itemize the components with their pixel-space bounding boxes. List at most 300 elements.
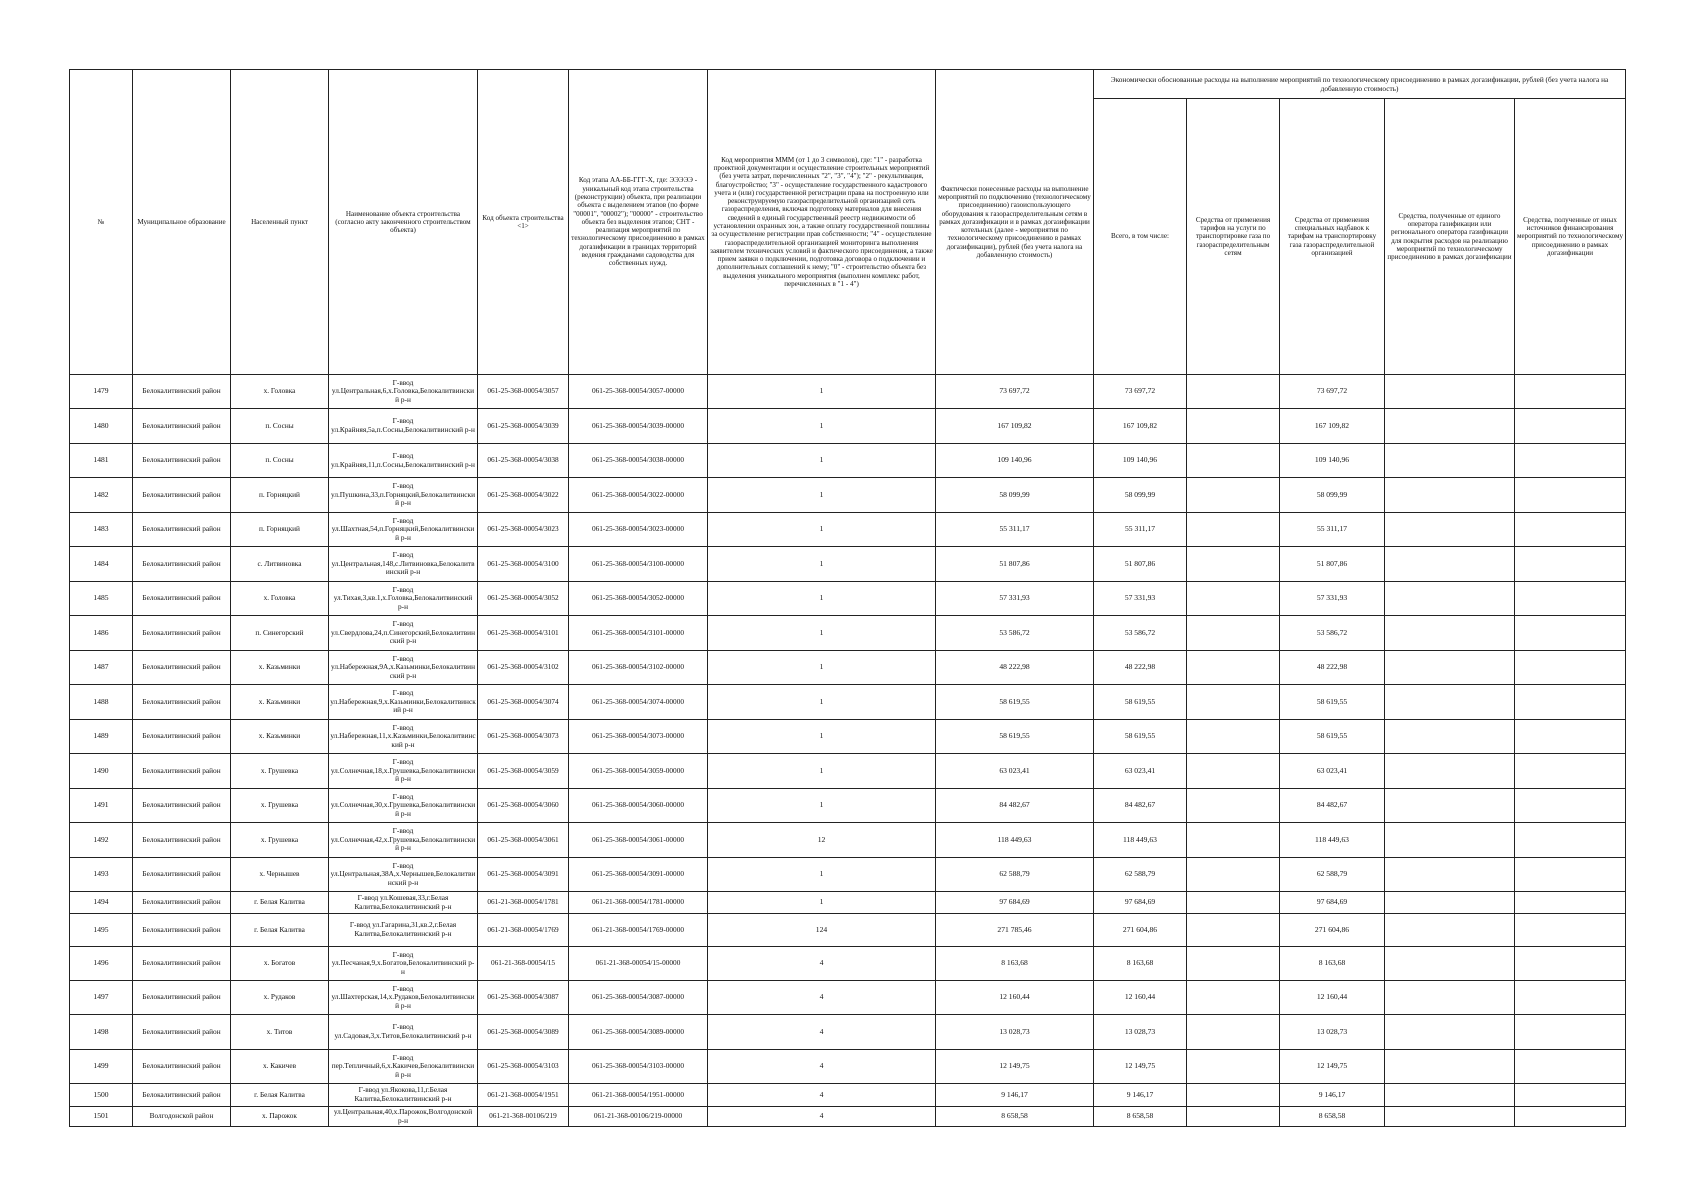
actual-costs-cell: 118 449,63 (936, 823, 1094, 858)
municipality-cell: Белокалитвинский район (133, 1015, 231, 1050)
header-no: № (70, 70, 133, 375)
total-cell: 48 222,98 (1094, 651, 1187, 685)
object-name-cell: Г-ввод ул.Центральная,38А,х.Чернышев,Белокалитвинский р-н (329, 858, 478, 892)
object-code-cell: 061-25-368-00054/3059 (478, 754, 569, 789)
row-number: 1500 (70, 1084, 133, 1107)
table-row (70, 789, 1626, 823)
stage-code-cell: 061-25-368-00054/3091-00000 (569, 858, 708, 892)
actual-costs-cell: 58 619,55 (936, 685, 1094, 720)
other-sources-cell (1515, 720, 1626, 754)
actual-costs-cell: 58 099,99 (936, 478, 1094, 513)
municipality-cell: Белокалитвинский район (133, 858, 231, 892)
object-name-cell: Г-ввод ул.Кошевая,33,г.Белая Калитва,Белокалитвинский р-н (329, 892, 478, 914)
header-actual-costs: Фактически понесенные расходы на выполнение мероприятий по подключению (технологическому присоединению) газоиспользующего оборудования к газораспределительным сетям в рамках догазификации и в рамках догазификации котельных (далее - мероприятия по технологическому присоединению в рамках догазификации), рублей (без учета налога на добавленную стоимость) (936, 70, 1094, 375)
settlement-cell: х. Рудаков (231, 981, 329, 1015)
tariff-transport-cell (1187, 892, 1280, 914)
actual-costs-cell: 53 586,72 (936, 616, 1094, 651)
object-name-cell: Г-ввод ул.Центральная,6,х.Головка,Белокалитвинский р-н (329, 375, 478, 409)
table-row (70, 651, 1626, 685)
municipality-cell: Белокалитвинский район (133, 981, 231, 1015)
settlement-cell: х. Грушевка (231, 789, 329, 823)
other-sources-cell (1515, 1107, 1626, 1127)
header-tariff-transport: Средства от применения тарифов на услуги по транспортировке газа по газораспределительным сетям (1187, 99, 1280, 375)
object-code-cell: 061-25-368-00054/3023 (478, 513, 569, 547)
actual-costs-cell: 8 163,68 (936, 947, 1094, 981)
object-code-cell: 061-25-368-00054/3089 (478, 1015, 569, 1050)
stage-code-cell: 061-25-368-00054/3073-00000 (569, 720, 708, 754)
settlement-cell: х. Казьминки (231, 685, 329, 720)
operator-funds-cell (1385, 720, 1515, 754)
other-sources-cell (1515, 754, 1626, 789)
object-name-cell: Г-ввод ул.Песчаная,9,х.Богатов,Белокалитвинский р-н (329, 947, 478, 981)
special-markups-cell: 9 146,17 (1280, 1084, 1385, 1107)
stage-code-cell: 061-25-368-00054/3061-00000 (569, 823, 708, 858)
operator-funds-cell (1385, 651, 1515, 685)
total-cell: 271 604,86 (1094, 914, 1187, 947)
tariff-transport-cell (1187, 720, 1280, 754)
header-other-sources: Средства, полученные от иных источников финансирования мероприятий по технологическому присоединению в рамках догазификации (1515, 99, 1626, 375)
actual-costs-cell: 13 028,73 (936, 1015, 1094, 1050)
actual-costs-cell: 63 023,41 (936, 754, 1094, 789)
event-code-cell: 1 (708, 858, 936, 892)
event-code-cell: 4 (708, 1050, 936, 1084)
total-cell: 57 331,93 (1094, 582, 1187, 616)
tariff-transport-cell (1187, 914, 1280, 947)
actual-costs-cell: 48 222,98 (936, 651, 1094, 685)
other-sources-cell (1515, 981, 1626, 1015)
tariff-transport-cell (1187, 478, 1280, 513)
other-sources-cell (1515, 547, 1626, 582)
event-code-cell: 1 (708, 651, 936, 685)
special-markups-cell: 271 604,86 (1280, 914, 1385, 947)
other-sources-cell (1515, 409, 1626, 444)
tariff-transport-cell (1187, 375, 1280, 409)
total-cell: 51 807,86 (1094, 547, 1187, 582)
stage-code-cell: 061-25-368-00054/3039-00000 (569, 409, 708, 444)
object-name-cell: Г-ввод ул.Гагарина,31,кв.2,г.Белая Калитва,Белокалитвинский р-н (329, 914, 478, 947)
operator-funds-cell (1385, 547, 1515, 582)
municipality-cell: Белокалитвинский район (133, 513, 231, 547)
municipality-cell: Белокалитвинский район (133, 651, 231, 685)
row-number: 1497 (70, 981, 133, 1015)
operator-funds-cell (1385, 947, 1515, 981)
operator-funds-cell (1385, 685, 1515, 720)
header-economic-costs-group: Экономически обоснованные расходы на выполнение мероприятий по технологическому присоединению в рамках догазификации, рублей (без учета налога на добавленную стоимость) (1094, 70, 1626, 99)
stage-code-cell: 061-25-368-00054/3101-00000 (569, 616, 708, 651)
municipality-cell: Белокалитвинский район (133, 1084, 231, 1107)
operator-funds-cell (1385, 1084, 1515, 1107)
event-code-cell: 1 (708, 444, 936, 478)
tariff-transport-cell (1187, 823, 1280, 858)
stage-code-cell: 061-25-368-00054/3059-00000 (569, 754, 708, 789)
settlement-cell: г. Белая Калитва (231, 892, 329, 914)
stage-code-cell: 061-25-368-00054/3089-00000 (569, 1015, 708, 1050)
settlement-cell: п. Горняцкий (231, 513, 329, 547)
settlement-cell: п. Синегорский (231, 616, 329, 651)
settlement-cell: с. Литвиновка (231, 547, 329, 582)
other-sources-cell (1515, 914, 1626, 947)
row-number: 1493 (70, 858, 133, 892)
object-code-cell: 061-25-368-00054/3038 (478, 444, 569, 478)
object-code-cell: 061-25-368-00054/3052 (478, 582, 569, 616)
special-markups-cell: 109 140,96 (1280, 444, 1385, 478)
other-sources-cell (1515, 478, 1626, 513)
other-sources-cell (1515, 513, 1626, 547)
operator-funds-cell (1385, 513, 1515, 547)
object-name-cell: Г-ввод ул.Набережная,9,х.Казьминки,Белокалитвинский р-н (329, 685, 478, 720)
tariff-transport-cell (1187, 947, 1280, 981)
total-cell: 167 109,82 (1094, 409, 1187, 444)
operator-funds-cell (1385, 616, 1515, 651)
municipality-cell: Белокалитвинский район (133, 375, 231, 409)
settlement-cell: х. Грушевка (231, 754, 329, 789)
object-name-cell: Г-ввод ул.Солнечная,42,х.Грушевка,Белокалитвинский р-н (329, 823, 478, 858)
tariff-transport-cell (1187, 409, 1280, 444)
operator-funds-cell (1385, 789, 1515, 823)
table-row (70, 1084, 1626, 1107)
object-name-cell: ул.Центральная,40,х.Парожок,Волгодонской р-н (329, 1107, 478, 1127)
event-code-cell: 1 (708, 616, 936, 651)
table-row (70, 1107, 1626, 1127)
total-cell: 12 149,75 (1094, 1050, 1187, 1084)
row-number: 1498 (70, 1015, 133, 1050)
table-row (70, 858, 1626, 892)
settlement-cell: г. Белая Калитва (231, 1084, 329, 1107)
total-cell: 109 140,96 (1094, 444, 1187, 478)
tariff-transport-cell (1187, 981, 1280, 1015)
actual-costs-cell: 9 146,17 (936, 1084, 1094, 1107)
special-markups-cell: 8 658,58 (1280, 1107, 1385, 1127)
header-event-code: Код мероприятия ММM (от 1 до 3 символов), где: "1" - разработка проектной документации и осуществление строительных мероприятий (без учета затрат, перечисленных "2", "3", "4"); "2" - рекультивация, благоустройство; "3" - осуществление государственного кадастрового учета и (или) государственной регистрации права на построенную или реконструируемую газораспределительной организацией сеть газораспределения, включая подготовку материалов для внесения сведений в единый государственный реестр недвижимости об установлении охранных зон, а также оплату государственной пошлины за осуществление регистрации прав собственности; "4" - осуществление газораспределительной организацией мониторинга выполнения заявителем технических условий и фактического присоединения, а также прием заявки о подключении, подготовка договора о подключении и дополнительных соглашений к нему; "0" - строительство объекта без выделения уникального мероприятия (выполнен комплекс работ, перечисленных в "1 - 4") (708, 70, 936, 375)
actual-costs-cell: 73 697,72 (936, 375, 1094, 409)
special-markups-cell: 12 160,44 (1280, 981, 1385, 1015)
other-sources-cell (1515, 823, 1626, 858)
actual-costs-cell: 97 684,69 (936, 892, 1094, 914)
other-sources-cell (1515, 947, 1626, 981)
special-markups-cell: 73 697,72 (1280, 375, 1385, 409)
special-markups-cell: 58 619,55 (1280, 685, 1385, 720)
actual-costs-cell: 51 807,86 (936, 547, 1094, 582)
table-row (70, 375, 1626, 409)
event-code-cell: 4 (708, 1084, 936, 1107)
row-number: 1480 (70, 409, 133, 444)
table-row (70, 685, 1626, 720)
settlement-cell: х. Чернышев (231, 858, 329, 892)
total-cell: 8 163,68 (1094, 947, 1187, 981)
municipality-cell: Белокалитвинский район (133, 1050, 231, 1084)
special-markups-cell: 53 586,72 (1280, 616, 1385, 651)
event-code-cell: 1 (708, 892, 936, 914)
object-name-cell: Г-ввод ул.Шахтерская,14,х.Рудаков,Белокалитвинский р-н (329, 981, 478, 1015)
object-code-cell: 061-25-368-00054/3060 (478, 789, 569, 823)
operator-funds-cell (1385, 478, 1515, 513)
header-operator-funds: Средства, полученные от единого оператора газификации или регионального оператора газификации для покрытия расходов на реализацию мероприятий по технологическому присоединению в рамках догазификации (1385, 99, 1515, 375)
tariff-transport-cell (1187, 685, 1280, 720)
special-markups-cell: 58 619,55 (1280, 720, 1385, 754)
event-code-cell: 1 (708, 582, 936, 616)
stage-code-cell: 061-25-368-00054/3100-00000 (569, 547, 708, 582)
table-row (70, 444, 1626, 478)
tariff-transport-cell (1187, 789, 1280, 823)
municipality-cell: Белокалитвинский район (133, 720, 231, 754)
stage-code-cell: 061-25-368-00054/3060-00000 (569, 789, 708, 823)
other-sources-cell (1515, 892, 1626, 914)
event-code-cell: 4 (708, 981, 936, 1015)
municipality-cell: Белокалитвинский район (133, 478, 231, 513)
total-cell: 63 023,41 (1094, 754, 1187, 789)
operator-funds-cell (1385, 444, 1515, 478)
operator-funds-cell (1385, 1107, 1515, 1127)
row-number: 1487 (70, 651, 133, 685)
event-code-cell: 12 (708, 823, 936, 858)
actual-costs-cell: 8 658,58 (936, 1107, 1094, 1127)
object-name-cell: Г-ввод ул.Свердлова,24,п.Синегорский,Белокалитвинский р-н (329, 616, 478, 651)
other-sources-cell (1515, 1084, 1626, 1107)
object-code-cell: 061-21-368-00054/1951 (478, 1084, 569, 1107)
stage-code-cell: 061-25-368-00054/3038-00000 (569, 444, 708, 478)
table-row (70, 823, 1626, 858)
stage-code-cell: 061-25-368-00054/3074-00000 (569, 685, 708, 720)
table-row (70, 720, 1626, 754)
total-cell: 62 588,79 (1094, 858, 1187, 892)
municipality-cell: Белокалитвинский район (133, 685, 231, 720)
other-sources-cell (1515, 651, 1626, 685)
stage-code-cell: 061-25-368-00054/3052-00000 (569, 582, 708, 616)
special-markups-cell: 84 482,67 (1280, 789, 1385, 823)
event-code-cell: 4 (708, 947, 936, 981)
other-sources-cell (1515, 444, 1626, 478)
total-cell: 58 619,55 (1094, 720, 1187, 754)
tariff-transport-cell (1187, 582, 1280, 616)
object-code-cell: 061-25-368-00054/3100 (478, 547, 569, 582)
total-cell: 118 449,63 (1094, 823, 1187, 858)
settlement-cell: п. Сосны (231, 444, 329, 478)
actual-costs-cell: 12 149,75 (936, 1050, 1094, 1084)
row-number: 1485 (70, 582, 133, 616)
row-number: 1479 (70, 375, 133, 409)
municipality-cell: Волгодонской район (133, 1107, 231, 1127)
operator-funds-cell (1385, 1050, 1515, 1084)
object-name-cell: Г-ввод ул.Солнечная,18,х.Грушевка,Белокалитвинский р-н (329, 754, 478, 789)
other-sources-cell (1515, 858, 1626, 892)
special-markups-cell: 57 331,93 (1280, 582, 1385, 616)
event-code-cell: 1 (708, 547, 936, 582)
row-number: 1490 (70, 754, 133, 789)
object-code-cell: 061-21-368-00054/1769 (478, 914, 569, 947)
object-name-cell: Г-ввод ул.Набережная,11,х.Казьминки,Белокалитвинский р-н (329, 720, 478, 754)
row-number: 1496 (70, 947, 133, 981)
total-cell: 13 028,73 (1094, 1015, 1187, 1050)
event-code-cell: 124 (708, 914, 936, 947)
special-markups-cell: 55 311,17 (1280, 513, 1385, 547)
stage-code-cell: 061-21-368-00054/1781-00000 (569, 892, 708, 914)
actual-costs-cell: 55 311,17 (936, 513, 1094, 547)
report-table-container (69, 69, 1625, 1127)
special-markups-cell: 8 163,68 (1280, 947, 1385, 981)
other-sources-cell (1515, 789, 1626, 823)
special-markups-cell: 63 023,41 (1280, 754, 1385, 789)
table-row (70, 947, 1626, 981)
object-code-cell: 061-25-368-00054/3102 (478, 651, 569, 685)
settlement-cell: г. Белая Калитва (231, 914, 329, 947)
table-body (70, 375, 1626, 1127)
tariff-transport-cell (1187, 616, 1280, 651)
header-object-code: Код объекта строительства <1> (478, 70, 569, 375)
other-sources-cell (1515, 1050, 1626, 1084)
object-name-cell: Г-ввод ул.Набережная,9А,х.Казьминки,Белокалитвинский р-н (329, 651, 478, 685)
row-number: 1489 (70, 720, 133, 754)
actual-costs-cell: 84 482,67 (936, 789, 1094, 823)
stage-code-cell: 061-25-368-00054/3023-00000 (569, 513, 708, 547)
stage-code-cell: 061-25-368-00054/3102-00000 (569, 651, 708, 685)
event-code-cell: 4 (708, 1015, 936, 1050)
object-code-cell: 061-25-368-00054/3091 (478, 858, 569, 892)
object-name-cell: Г-ввод ул.Якокова,11,г.Белая Калитва,Белокалитвинский р-н (329, 1084, 478, 1107)
row-number: 1501 (70, 1107, 133, 1127)
municipality-cell: Белокалитвинский район (133, 582, 231, 616)
actual-costs-cell: 12 160,44 (936, 981, 1094, 1015)
stage-code-cell: 061-25-368-00054/3022-00000 (569, 478, 708, 513)
row-number: 1486 (70, 616, 133, 651)
special-markups-cell: 97 684,69 (1280, 892, 1385, 914)
object-name-cell: Г-ввод ул.Центральная,148,с.Литвиновка,Белокалитвинский р-н (329, 547, 478, 582)
object-code-cell: 061-25-368-00054/3039 (478, 409, 569, 444)
operator-funds-cell (1385, 981, 1515, 1015)
table-row (70, 914, 1626, 947)
other-sources-cell (1515, 1015, 1626, 1050)
object-code-cell: 061-25-368-00054/3074 (478, 685, 569, 720)
actual-costs-cell: 62 588,79 (936, 858, 1094, 892)
settlement-cell: х. Грушевка (231, 823, 329, 858)
total-cell: 12 160,44 (1094, 981, 1187, 1015)
tariff-transport-cell (1187, 513, 1280, 547)
row-number: 1488 (70, 685, 133, 720)
table-row (70, 616, 1626, 651)
actual-costs-cell: 109 140,96 (936, 444, 1094, 478)
other-sources-cell (1515, 582, 1626, 616)
other-sources-cell (1515, 375, 1626, 409)
municipality-cell: Белокалитвинский район (133, 547, 231, 582)
operator-funds-cell (1385, 823, 1515, 858)
object-name-cell: Г-ввод ул.Крайняя,11,п.Сосны,Белокалитвинский р-н (329, 444, 478, 478)
stage-code-cell: 061-21-368-00054/1769-00000 (569, 914, 708, 947)
row-number: 1494 (70, 892, 133, 914)
total-cell: 9 146,17 (1094, 1084, 1187, 1107)
settlement-cell: х. Богатов (231, 947, 329, 981)
actual-costs-cell: 167 109,82 (936, 409, 1094, 444)
row-number: 1499 (70, 1050, 133, 1084)
header-settlement: Населенный пункт (231, 70, 329, 375)
table-row (70, 513, 1626, 547)
object-code-cell: 061-21-368-00054/1781 (478, 892, 569, 914)
tariff-transport-cell (1187, 754, 1280, 789)
tariff-transport-cell (1187, 858, 1280, 892)
actual-costs-cell: 58 619,55 (936, 720, 1094, 754)
operator-funds-cell (1385, 409, 1515, 444)
total-cell: 84 482,67 (1094, 789, 1187, 823)
row-number: 1481 (70, 444, 133, 478)
table-row (70, 892, 1626, 914)
row-number: 1495 (70, 914, 133, 947)
special-markups-cell: 118 449,63 (1280, 823, 1385, 858)
event-code-cell: 4 (708, 1107, 936, 1127)
total-cell: 73 697,72 (1094, 375, 1187, 409)
settlement-cell: х. Какичев (231, 1050, 329, 1084)
object-name-cell: Г-ввод ул.Шахтная,54,п.Горняцкий,Белокалитвинский р-н (329, 513, 478, 547)
report-table (69, 69, 1626, 1127)
table-row (70, 1015, 1626, 1050)
municipality-cell: Белокалитвинский район (133, 789, 231, 823)
stage-code-cell: 061-25-368-00054/3103-00000 (569, 1050, 708, 1084)
stage-code-cell: 061-25-368-00054/3057-00000 (569, 375, 708, 409)
object-code-cell: 061-25-368-00054/3061 (478, 823, 569, 858)
operator-funds-cell (1385, 914, 1515, 947)
object-name-cell: Г-ввод ул.Пушкина,33,п.Горняцкий,Белокалитвинский р-н (329, 478, 478, 513)
settlement-cell: п. Сосны (231, 409, 329, 444)
tariff-transport-cell (1187, 1107, 1280, 1127)
tariff-transport-cell (1187, 1084, 1280, 1107)
municipality-cell: Белокалитвинский район (133, 444, 231, 478)
special-markups-cell: 48 222,98 (1280, 651, 1385, 685)
event-code-cell: 1 (708, 789, 936, 823)
tariff-transport-cell (1187, 1050, 1280, 1084)
tariff-transport-cell (1187, 1015, 1280, 1050)
total-cell: 8 658,58 (1094, 1107, 1187, 1127)
table-row (70, 981, 1626, 1015)
stage-code-cell: 061-25-368-00054/3087-00000 (569, 981, 708, 1015)
tariff-transport-cell (1187, 444, 1280, 478)
header-object-name: Наименование объекта строительства (согласно акту законченного строительством объекта) (329, 70, 478, 375)
object-code-cell: 061-21-368-00106/219 (478, 1107, 569, 1127)
special-markups-cell: 51 807,86 (1280, 547, 1385, 582)
settlement-cell: х. Казьминки (231, 651, 329, 685)
row-number: 1492 (70, 823, 133, 858)
event-code-cell: 1 (708, 685, 936, 720)
municipality-cell: Белокалитвинский район (133, 947, 231, 981)
event-code-cell: 1 (708, 375, 936, 409)
special-markups-cell: 167 109,82 (1280, 409, 1385, 444)
object-name-cell: Г-ввод пер.Тепличный,6,х.Какичев,Белокалитвинский р-н (329, 1050, 478, 1084)
total-cell: 58 619,55 (1094, 685, 1187, 720)
operator-funds-cell (1385, 1015, 1515, 1050)
object-name-cell: Г-ввод ул.Солнечная,30,х.Грушевка,Белокалитвинский р-н (329, 789, 478, 823)
settlement-cell: х. Головка (231, 582, 329, 616)
settlement-cell: п. Горняцкий (231, 478, 329, 513)
table-row (70, 582, 1626, 616)
object-code-cell: 061-25-368-00054/3057 (478, 375, 569, 409)
object-code-cell: 061-25-368-00054/3022 (478, 478, 569, 513)
total-cell: 58 099,99 (1094, 478, 1187, 513)
total-cell: 55 311,17 (1094, 513, 1187, 547)
stage-code-cell: 061-21-368-00106/219-00000 (569, 1107, 708, 1127)
other-sources-cell (1515, 616, 1626, 651)
settlement-cell: х. Парожок (231, 1107, 329, 1127)
table-row (70, 409, 1626, 444)
total-cell: 53 586,72 (1094, 616, 1187, 651)
municipality-cell: Белокалитвинский район (133, 616, 231, 651)
settlement-cell: х. Казьминки (231, 720, 329, 754)
special-markups-cell: 58 099,99 (1280, 478, 1385, 513)
actual-costs-cell: 57 331,93 (936, 582, 1094, 616)
row-number: 1482 (70, 478, 133, 513)
object-name-cell: Г-ввод ул.Садовая,3,х.Титов,Белокалитвинский р-н (329, 1015, 478, 1050)
header-municipality: Муниципальное образование (133, 70, 231, 375)
operator-funds-cell (1385, 892, 1515, 914)
municipality-cell: Белокалитвинский район (133, 823, 231, 858)
special-markups-cell: 12 149,75 (1280, 1050, 1385, 1084)
object-code-cell: 061-25-368-00054/3103 (478, 1050, 569, 1084)
special-markups-cell: 13 028,73 (1280, 1015, 1385, 1050)
